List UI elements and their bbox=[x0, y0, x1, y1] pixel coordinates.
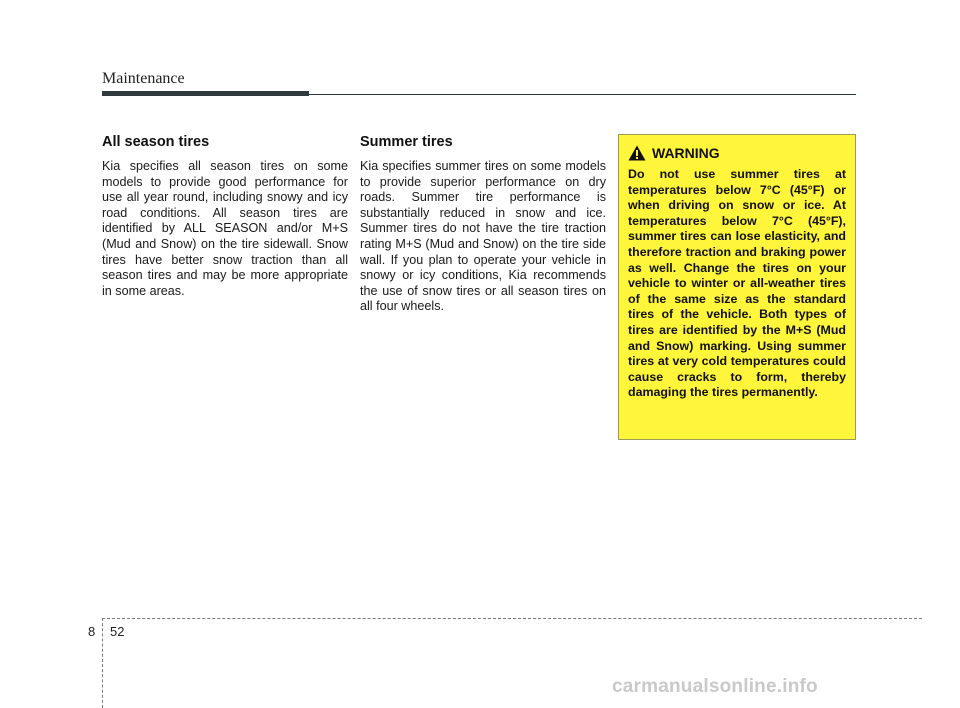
chapter-number: 8 bbox=[88, 624, 96, 639]
warning-title: WARNING bbox=[652, 145, 720, 161]
watermark: carmanualsonline.info bbox=[612, 676, 818, 697]
page-number: 52 bbox=[110, 624, 125, 639]
column-summer bbox=[360, 134, 606, 315]
footer-divider bbox=[102, 618, 103, 708]
section-header: Maintenance bbox=[102, 70, 185, 87]
column-all-season bbox=[102, 134, 348, 299]
warning-box bbox=[618, 134, 856, 440]
heading-all-season-tires: All season tires bbox=[102, 134, 210, 150]
header-rule-accent bbox=[102, 91, 309, 96]
body-all-season-tires: Kia specifies all season tires on some models to provide good performance for use all year round, including snowy and icy road conditions. All season tires are identified by ALL SEASON and/or M+S (Mud and Snow) on the tire sidewall. Snow tires have better snow traction than all season tires and may be more appropriate in some areas. bbox=[102, 159, 348, 298]
body-summer-tires: Kia specifies summer tires on some models to provide superior performance on dry roads. Summer tire performance is substantially reduced in snow and ice. Summer tires do not have the tire traction rating M+S (Mud and Snow) on the tire side wall. If you plan to operate your vehicle in snowy or icy conditions, Kia recommends the use of snow tires or all season tires on all four wheels. bbox=[360, 159, 606, 314]
warning-header bbox=[628, 145, 846, 161]
warning-triangle-icon bbox=[628, 145, 646, 161]
heading-summer-tires: Summer tires bbox=[360, 134, 453, 150]
footer-rule bbox=[102, 618, 922, 619]
warning-text: Do not use summer tires at temperatures below 7°C (45°F) or when driving on snow or ice. At temperatures below 7°C (45°F), summer tires can lose elasticity, and therefore traction and braking power as well. Change the tires on your vehicle to winter or all-weather tires of the same size as the standard tires of the vehicle. Both types of tires are identified by the M+S (Mud and Snow) marking. Using summer tires at very cold temperatures could cause cracks to form, thereby damaging the tires permanently. bbox=[628, 167, 846, 400]
